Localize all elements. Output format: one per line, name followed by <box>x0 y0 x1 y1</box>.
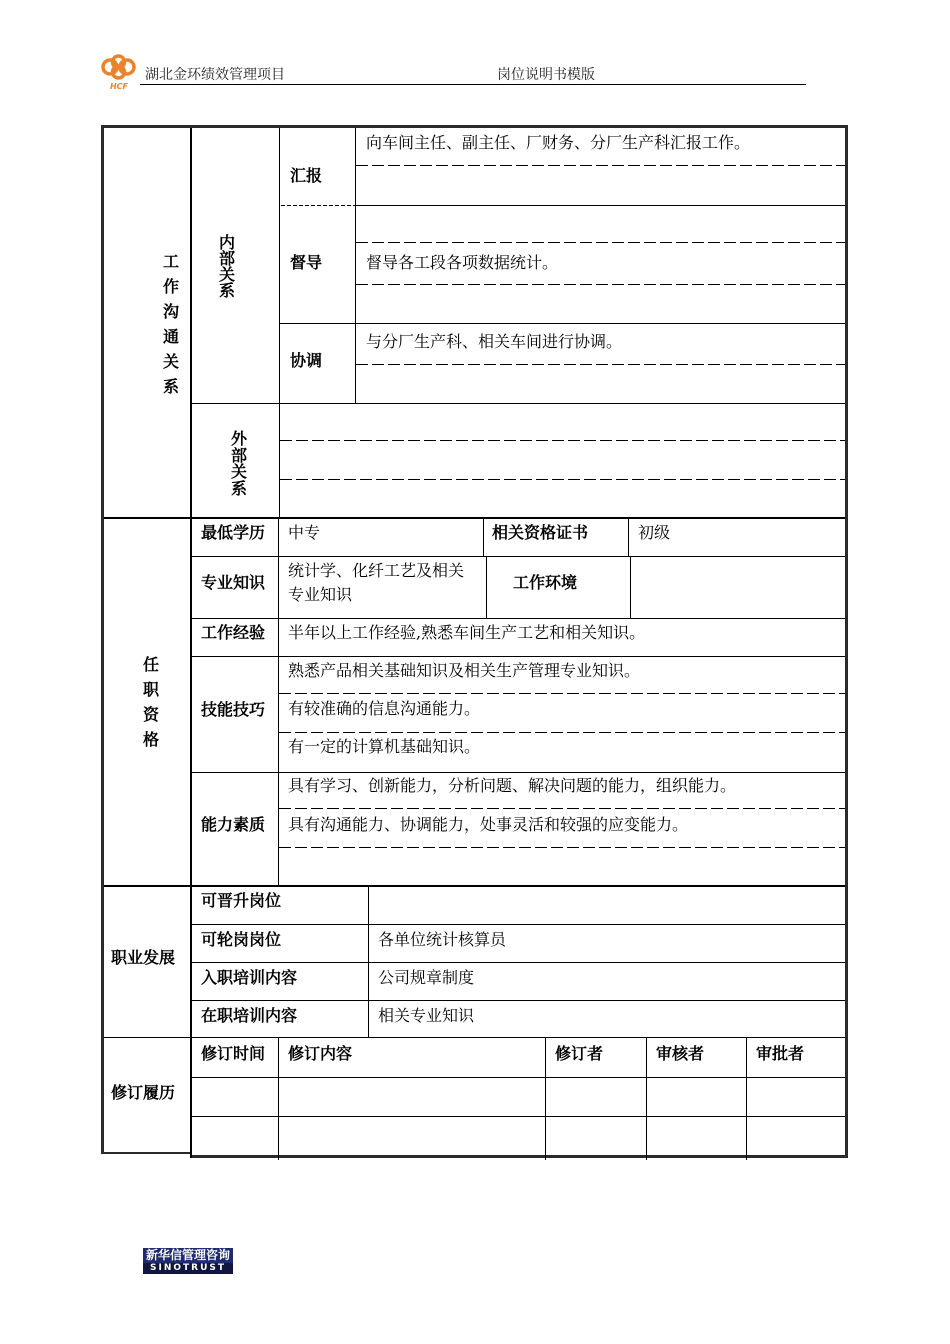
grid-line <box>280 323 845 324</box>
dashed-line <box>356 284 845 285</box>
dashed-line <box>356 165 845 166</box>
dashed-line <box>356 364 845 365</box>
revision-row <box>192 1078 845 1116</box>
inservice-training-value: 相关专业知识 <box>378 1006 475 1025</box>
dashed-line <box>280 440 845 441</box>
table-frame-bottom-right <box>190 1155 848 1158</box>
internal-relations-label: 内部关系 <box>219 233 236 300</box>
abilities-label: 能力素质 <box>201 815 266 834</box>
knowledge-value: 统计学、化纤工艺及相关专业知识 <box>288 561 465 604</box>
dashed-line <box>279 732 845 733</box>
grid-line <box>190 128 192 1158</box>
grid-line <box>192 618 845 619</box>
education-label: 最低学历 <box>201 523 266 542</box>
promotion-value-cell <box>369 887 845 924</box>
education-value: 中专 <box>288 523 321 542</box>
onboarding-training-label: 入职培训内容 <box>201 968 298 987</box>
grid-line <box>192 772 845 773</box>
skills-line: 熟悉产品相关基础知识及相关生产管理专业知识。 <box>288 661 641 680</box>
experience-value: 半年以上工作经验,熟悉车间生产工艺和相关知识。 <box>288 623 646 642</box>
sinotrust-logo <box>143 1248 233 1274</box>
report-text: 向车间主任、副主任、厂财务、分厂生产科汇报工作。 <box>366 133 751 152</box>
inservice-training-label: 在职培训内容 <box>201 1006 298 1025</box>
career-section-label: 职业发展 <box>111 948 176 967</box>
skills-label: 技能技巧 <box>201 700 266 719</box>
revision-row <box>192 1117 845 1155</box>
grid-line <box>483 519 484 556</box>
dashed-line <box>279 693 845 694</box>
project-name: 湖北金环绩效管理项目 <box>145 67 285 83</box>
revision-col-reviewer: 审核者 <box>656 1044 705 1063</box>
dashed-line <box>279 808 845 809</box>
revision-col-approver: 审批者 <box>756 1044 805 1063</box>
dashed-line <box>280 479 845 480</box>
rotation-value: 各单位统计核算员 <box>378 930 507 949</box>
communication-section-label: 工作沟通关系 <box>163 252 180 396</box>
abilities-line: 具有沟通能力、协调能力，处事灵活和较强的应变能力。 <box>288 815 689 834</box>
dashed-separator <box>281 205 355 206</box>
grid-line <box>192 656 845 657</box>
experience-label: 工作经验 <box>201 623 266 642</box>
promotion-label: 可晋升岗位 <box>201 891 282 910</box>
environment-label: 工作环境 <box>513 573 578 592</box>
dashed-line <box>279 847 845 848</box>
supervise-text: 督导各工段各项数据统计。 <box>366 253 559 272</box>
revision-col-date: 修订时间 <box>201 1044 266 1063</box>
grid-line <box>486 556 487 618</box>
sinotrust-logo-cn: 新华信管理咨询 <box>145 1248 230 1262</box>
rotation-label: 可轮岗岗位 <box>201 930 282 949</box>
abilities-line: 具有学习、创新能力，分析问题、解决问题的能力，组织能力。 <box>288 776 737 795</box>
revision-col-content: 修订内容 <box>288 1044 353 1063</box>
hcf-logo-mark <box>99 52 139 92</box>
hcf-logo-text: HCF <box>109 82 129 91</box>
revision-section-label: 修订履历 <box>111 1083 176 1102</box>
environment-value-cell <box>631 557 845 618</box>
document-title: 岗位说明书模版 <box>497 67 595 83</box>
grid-line <box>278 519 279 885</box>
coordinate-text: 与分厂生产科、相关车间进行协调。 <box>366 332 623 351</box>
grid-line <box>356 205 845 206</box>
skills-line: 有一定的计算机基础知识。 <box>288 737 481 756</box>
table-frame-top <box>101 125 848 128</box>
table-frame-left <box>101 125 104 1154</box>
grid-line <box>192 1000 845 1001</box>
section-divider <box>104 517 845 519</box>
certificate-value: 初级 <box>638 523 671 542</box>
skills-line: 有较准确的信息沟通能力。 <box>288 699 481 718</box>
external-relations-label: 外部关系 <box>231 429 248 498</box>
grid-line <box>192 403 845 404</box>
table-frame-bottom-left <box>101 1152 191 1154</box>
grid-line <box>192 962 845 963</box>
table-frame-right <box>845 125 848 1158</box>
section-divider <box>104 1037 845 1038</box>
qualifications-section-label: 任职资格 <box>143 655 160 749</box>
header-rule <box>140 84 806 85</box>
onboarding-training-value: 公司规章制度 <box>378 968 475 987</box>
knowledge-label: 专业知识 <box>201 573 266 592</box>
certificate-label: 相关资格证书 <box>492 523 589 542</box>
grid-line <box>628 519 629 556</box>
supervise-label: 督导 <box>290 253 323 272</box>
grid-line <box>192 924 845 925</box>
revision-col-reviser: 修订者 <box>555 1044 604 1063</box>
grid-line <box>355 128 356 403</box>
report-label: 汇报 <box>290 166 323 185</box>
sinotrust-logo-en: SINOTRUST <box>143 1263 233 1274</box>
hcf-logo <box>99 52 139 92</box>
dashed-line <box>356 242 845 243</box>
coordinate-label: 协调 <box>290 351 323 370</box>
